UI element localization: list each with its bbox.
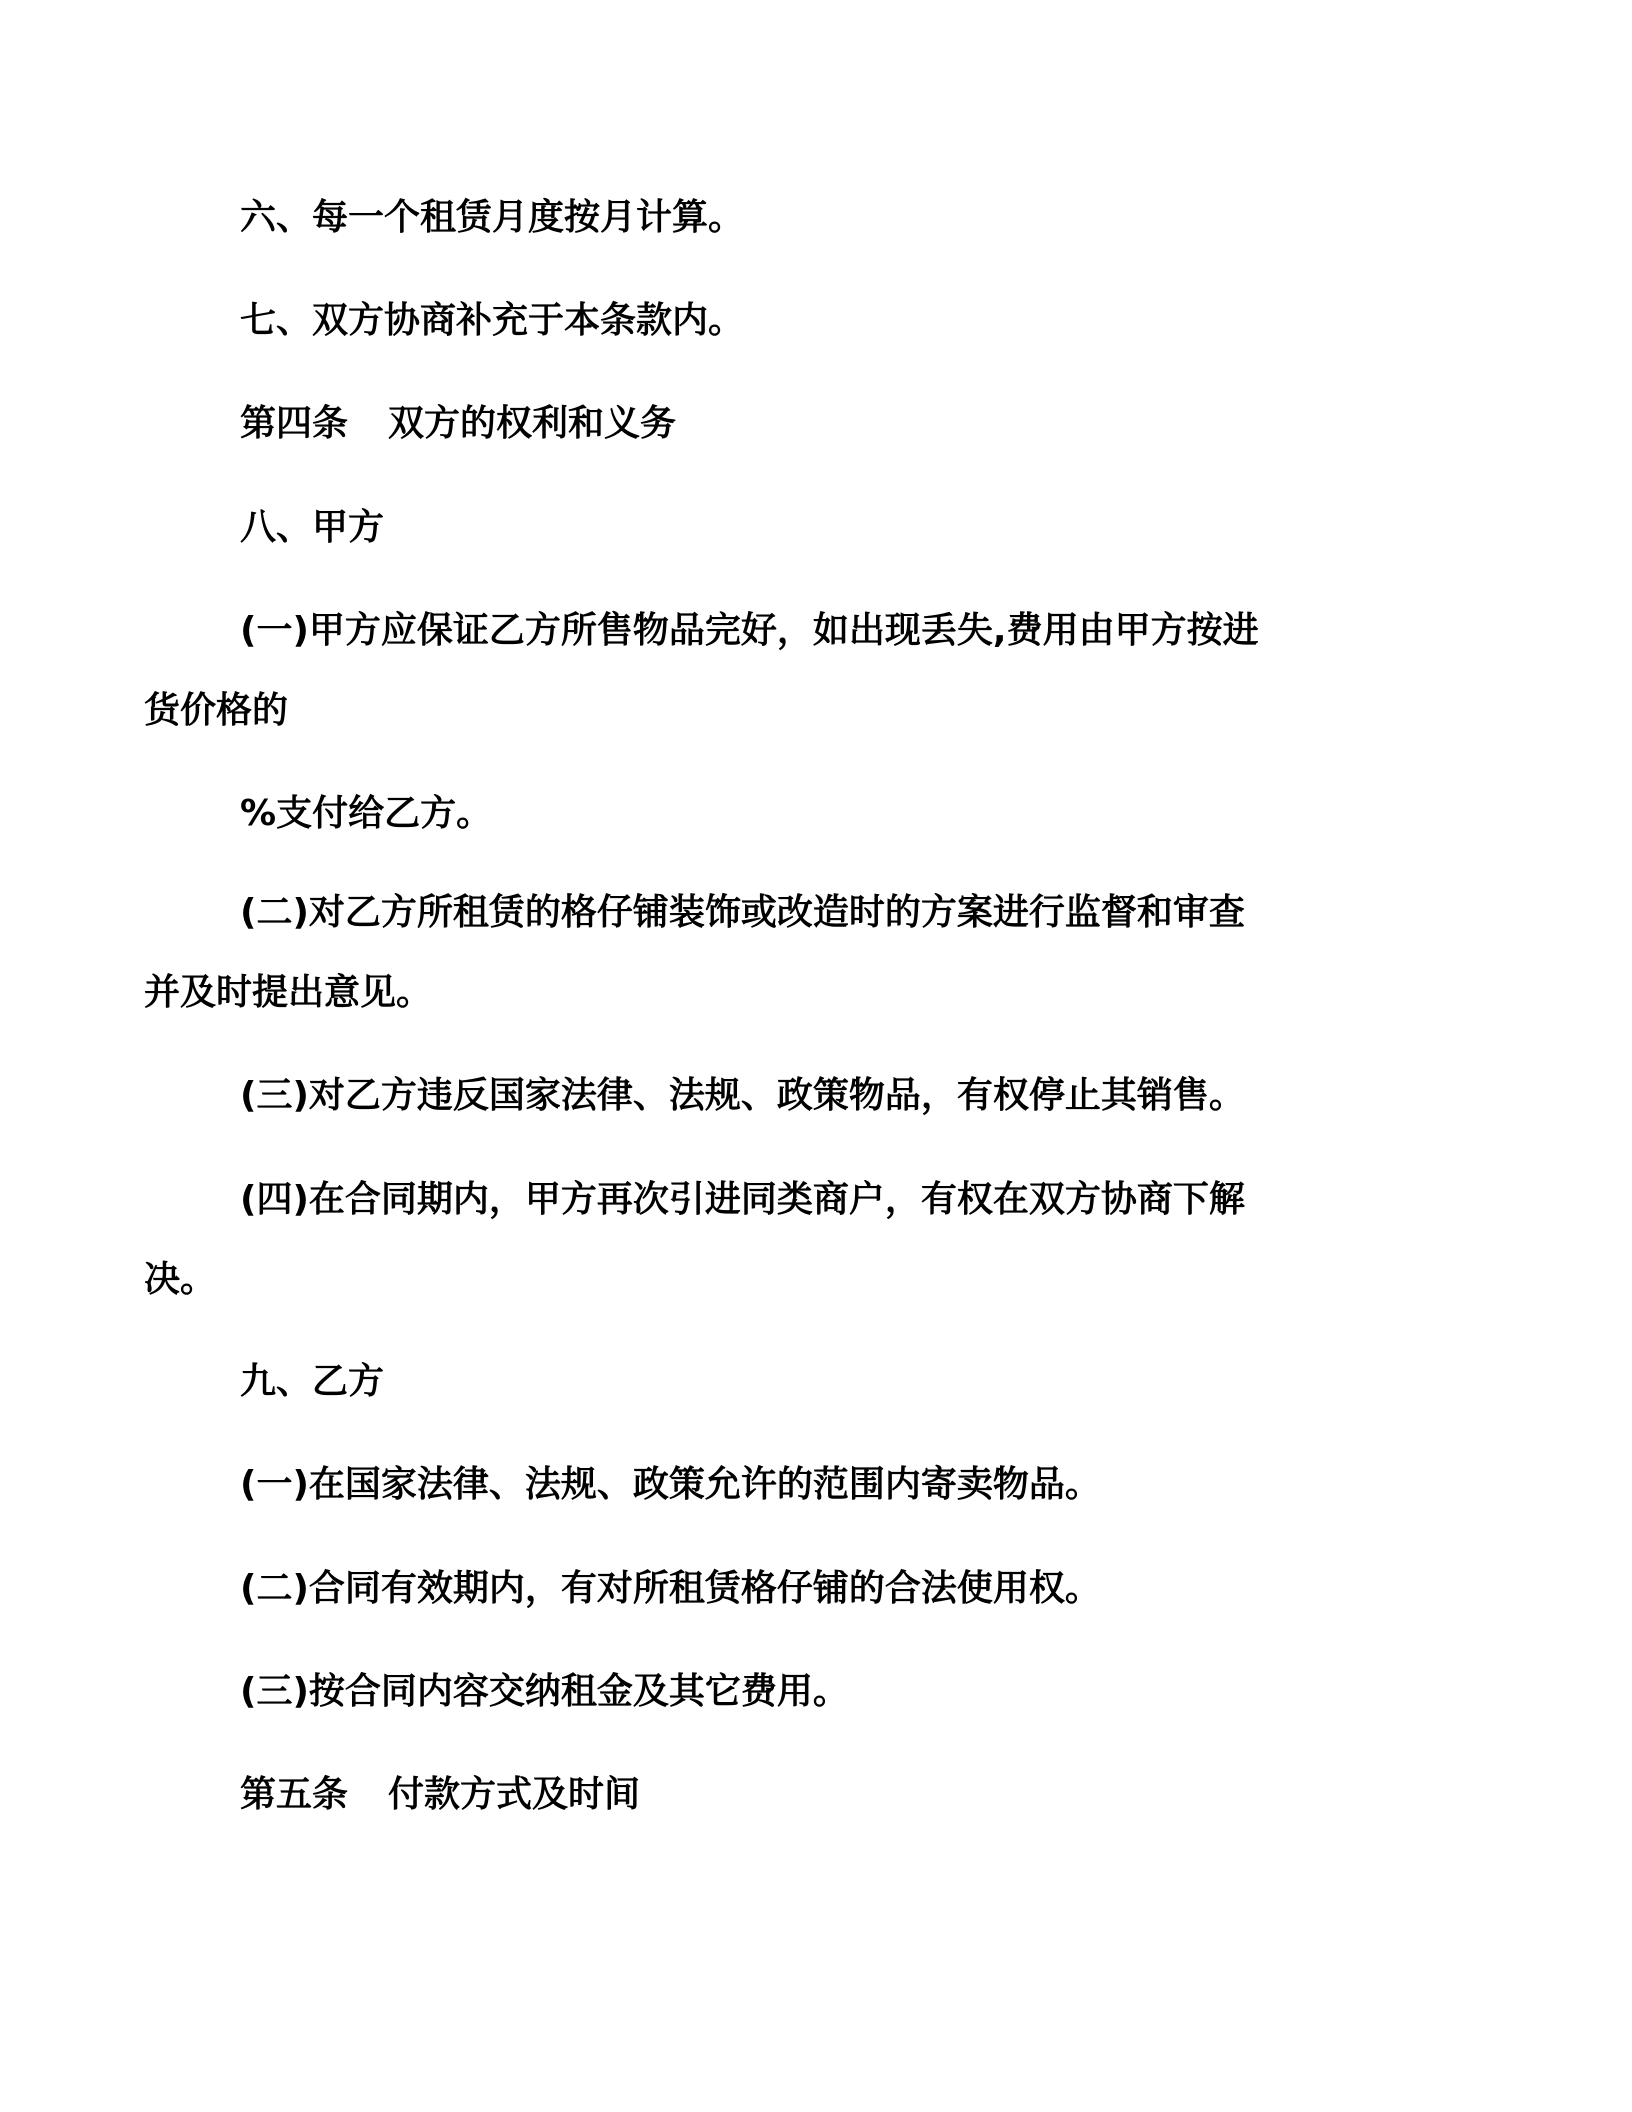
party-b-item-2: (二)合同有效期内，有对所租赁格仔铺的合法使用权。 [240, 1568, 1101, 1609]
clause-six: 六、每一个租赁月度按月计算。 [240, 197, 745, 238]
party-a-item-2 [144, 873, 1390, 1033]
party-a-item-4-line-2: 决。 [144, 1259, 217, 1300]
party-a-item-4 [144, 1160, 1390, 1320]
article-four-heading [240, 384, 1390, 464]
clause-seven: 七、双方协商补充于本条款内。 [240, 300, 745, 341]
clause-eight-party-a: 八、甲方 [240, 507, 385, 548]
party-a-item-3: (三)对乙方违反国家法律、法规、政策物品，有权停止其销售。 [240, 1075, 1245, 1116]
party-a-item-2-line-2: 并及时提出意见。 [144, 972, 433, 1013]
party-a-item-4-line-1: (四)在合同期内，甲方再次引进同类商户，有权在双方协商下解 [240, 1179, 1245, 1220]
party-a-item-1 [144, 591, 1390, 751]
clause-nine-party-b: 九、乙方 [240, 1361, 385, 1402]
party-b-item-1: (一)在国家法律、法规、政策允许的范围内寄卖物品。 [240, 1464, 1101, 1505]
party-a-item-2-line-1: (二)对乙方所租赁的格仔铺装饰或改造时的方案进行监督和审查 [240, 892, 1245, 933]
party-a-item-1-line-1: (一)甲方应保证乙方所售物品完好，如出现丢失,费用由甲方按进 [240, 610, 1259, 651]
party-b-item-3: (三)按合同内容交纳租金及其它费用。 [240, 1671, 849, 1712]
article-five-heading [240, 1755, 1390, 1835]
party-a-item-1-percent: %支付给乙方。 [240, 793, 493, 834]
article-four-title: 双方的权利和义务 [388, 403, 677, 444]
article-five-number: 第五条 [240, 1774, 349, 1815]
article-five-title: 付款方式及时间 [388, 1774, 641, 1815]
article-four-number: 第四条 [240, 403, 349, 444]
party-a-item-1-line-2: 货价格的 [144, 690, 289, 731]
